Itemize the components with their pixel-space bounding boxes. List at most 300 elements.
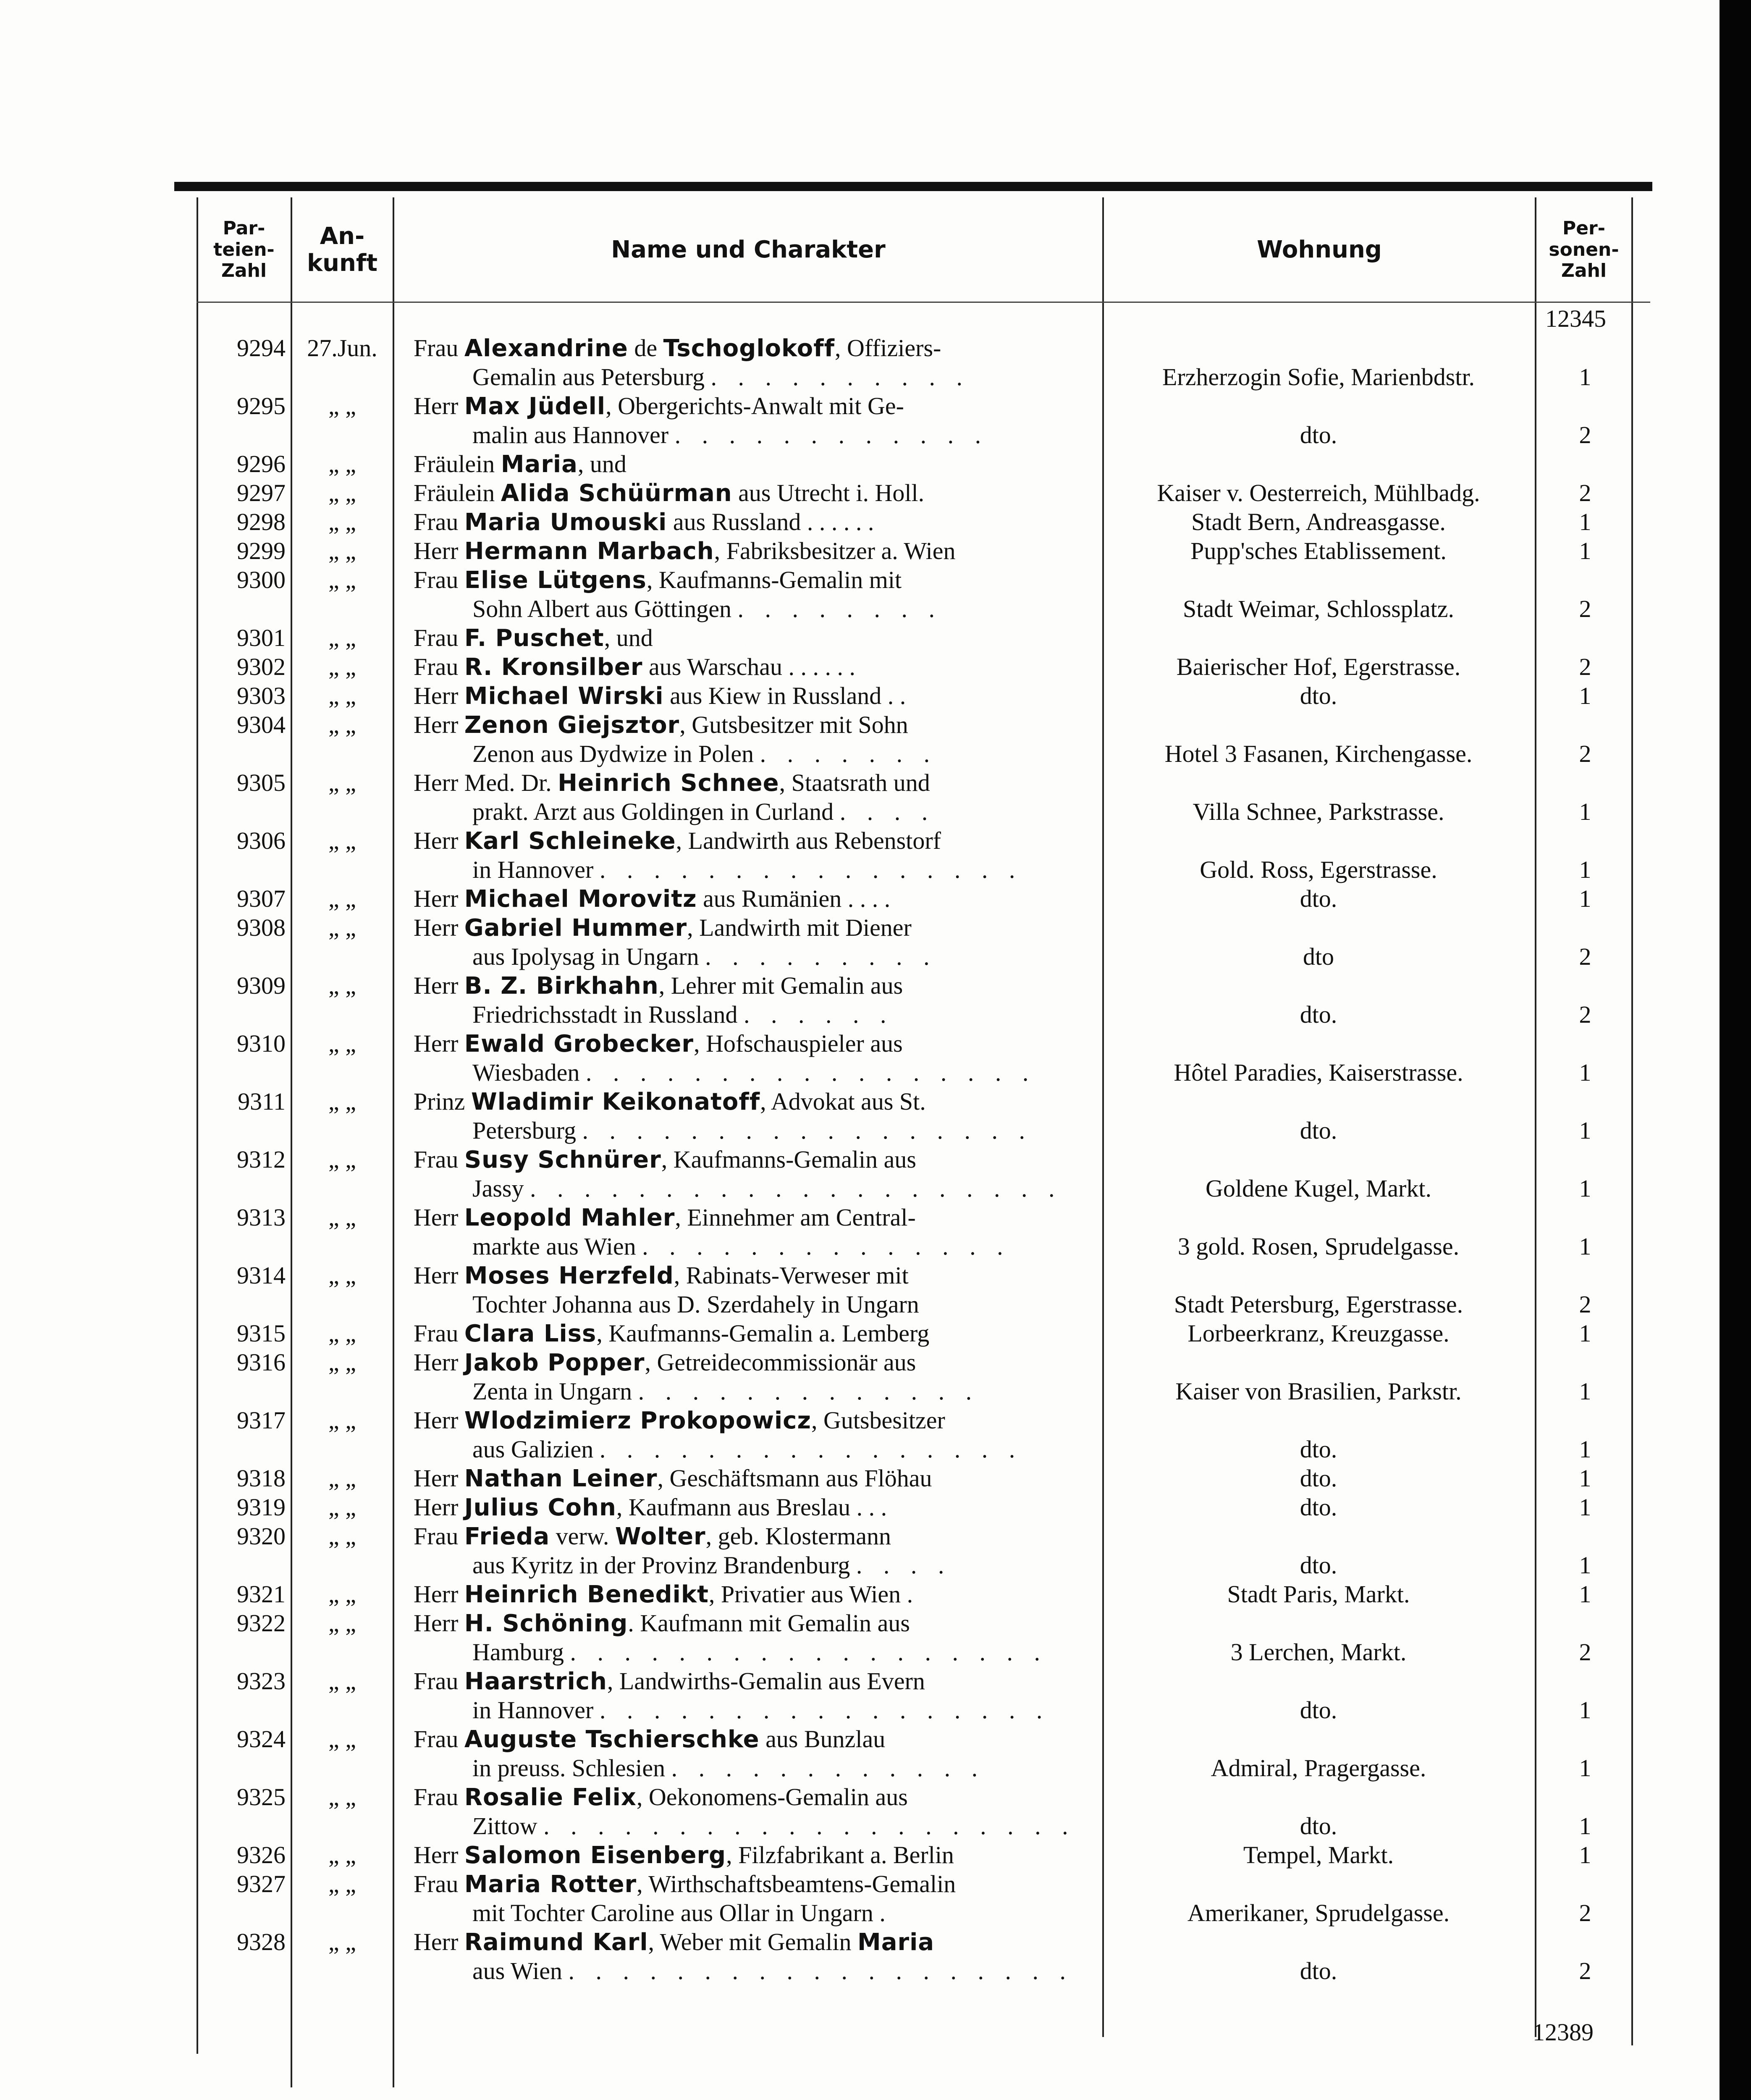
personen-zahl: 2 [1579,653,1591,680]
wohnung: Gold. Ross, Egerstrasse. [1200,856,1437,883]
name-surname: F. Puschet [464,625,604,652]
personen-zahl: 1 [1579,1812,1591,1840]
name-line-1 [414,1580,1094,1608]
name-surname: Julius Cohn [464,1494,616,1521]
name-continuation: in Hannover [472,856,600,883]
personen-zahl: 1 [1579,1465,1591,1492]
wohnung: dto. [1300,1001,1337,1028]
name-prefix: Fräulein [414,479,501,507]
name-prefix: Frau [414,334,464,362]
ankunft: „ „ [328,1928,356,1956]
name-detail-2: , geb. Klostermann [705,1522,891,1550]
personen-zahl: 1 [1579,1841,1591,1869]
personen-zahl: 1 [1579,682,1591,709]
name-line-1 [414,334,1094,362]
name-surname: Gabriel Hummer [464,914,687,942]
partei-nr: 9316 [237,1349,286,1376]
name-line-1 [414,711,1094,739]
name-detail: . Kaufmann mit Gemalin aus [628,1609,910,1637]
name-line-1 [414,392,1094,420]
name-line-2 [472,1696,1094,1724]
wohnung: Tempel, Markt. [1243,1841,1394,1869]
personen-zahl: 2 [1579,595,1591,622]
wohnung: Admiral, Pragergasse. [1211,1754,1426,1782]
name-surname: Karl Schleineke [464,827,676,855]
leader-dots: . . . . . . . . . [705,943,937,970]
name-continuation: in preuss. Schlesien [472,1754,671,1782]
name-continuation: Zittow [472,1812,544,1840]
partei-nr: 9301 [237,624,286,651]
partei-nr: 9297 [237,479,286,507]
ankunft: „ „ [328,1667,356,1695]
wohnung: Stadt Petersburg, Egerstrasse. [1174,1291,1463,1318]
name-surname: Ewald Grobecker [464,1030,694,1058]
name-line-2 [472,1812,1094,1840]
ankunft: „ „ [328,508,356,536]
name-detail: , Lehrer mit Gemalin aus [658,972,903,999]
name-line-1 [414,769,1094,797]
table-row [0,1609,1720,1667]
partei-nr: 9314 [237,1262,286,1289]
name-line-1 [414,479,1094,507]
ankunft: „ „ [328,769,356,796]
name-surname: Maria [501,451,578,478]
personen-zahl: 1 [1579,1378,1591,1405]
ankunft: „ „ [328,1783,356,1811]
name-surname: R. Kronsilber [464,654,643,681]
name-line-2 [472,1551,1094,1579]
ankunft: „ „ [328,450,356,478]
name-continuation: Sohn Albert aus Göttingen [472,595,738,622]
header-personen-l3: Zahl [1561,260,1607,282]
ankunft: „ „ [328,653,356,680]
name-prefix: Frau [414,1146,464,1173]
leader-dots: . . . . . . . . . . . . . . [642,1233,1011,1260]
name-detail: , Oekonomens-Gemalin aus [636,1783,908,1811]
name-line-2 [472,798,1094,826]
name-line-1 [414,653,1094,681]
name-line-2 [472,740,1094,768]
name-prefix: Frau [414,1783,464,1811]
name-line-1 [414,1348,1094,1376]
wohnung: Villa Schnee, Parkstrasse. [1193,798,1444,825]
header-partei-l3: Zahl [221,260,267,282]
name-line-1 [414,1783,1094,1811]
name-detail: , Landwirth aus Rebenstorf [676,827,941,854]
name-line-2 [472,856,1094,884]
personen-zahl: 1 [1579,856,1591,883]
name-line-1 [414,1319,1094,1347]
partei-nr: 9320 [237,1522,286,1550]
personen-zahl: 2 [1579,1957,1591,1984]
name-detail: , und [604,624,653,651]
ankunft: „ „ [328,566,356,593]
wohnung: 3 gold. Rosen, Sprudelgasse. [1177,1233,1460,1260]
name-detail: , Kaufmann aus Breslau . . . [616,1494,887,1521]
table-row [0,827,1720,885]
name-line-1 [414,1087,1094,1116]
partei-nr: 9294 [237,334,286,362]
column-digits: 12345 [1545,305,1606,332]
name-prefix: Frau [414,1667,464,1695]
name-surname: Leopold Mahler [464,1204,675,1231]
name-continuation: malin aus Hannover [472,421,675,449]
table-row [0,1203,1720,1261]
name-surname: Wlodzimierz Prokopowicz [464,1407,811,1434]
name-line-1 [414,1145,1094,1173]
table-row [0,682,1720,711]
partei-nr: 9309 [237,972,286,999]
name-prefix: Herr [414,1928,464,1956]
table-row [0,769,1720,827]
name-continuation: Zenon aus Dydwize in Polen [472,740,760,767]
table-row [0,971,1720,1029]
name-line-2 [472,1000,1094,1029]
name-line-1 [414,1609,1094,1637]
header-personen-l1: Per- [1562,218,1606,239]
name-line-2 [472,1058,1094,1087]
personen-zahl: 1 [1579,1320,1591,1347]
name-line-2 [472,363,1094,391]
name-surname: Clara Liss [464,1320,597,1347]
name-prefix: Frau [414,566,464,593]
wohnung: dto. [1300,885,1337,912]
partei-nr: 9317 [237,1407,286,1434]
partei-nr: 9305 [237,769,286,796]
partei-nr: 9311 [238,1088,286,1115]
page-total: 12389 [1533,2019,1594,2046]
partei-nr: 9299 [237,537,286,564]
ankunft: „ „ [328,1262,356,1289]
name-surname: Michael Morovitz [464,885,697,913]
table-row [0,537,1720,566]
table-row [0,566,1720,624]
partei-nr: 9300 [237,566,286,593]
name-line-1 [414,1493,1094,1521]
partei-nr: 9323 [237,1667,286,1695]
leader-dots: . . . . . . . . . . . . . . . . . [599,1696,1050,1724]
name-prefix: Herr [414,1349,464,1376]
name-surname: Wladimir Keikonatoff [471,1088,760,1116]
personen-zahl: 1 [1579,1580,1591,1608]
header-personen [1537,200,1631,300]
name-continuation: mit Tochter Caroline aus Ollar in Ungarn [472,1899,880,1927]
leader-dots: . . . . . . . . . . . . . . . . . [582,1117,1033,1144]
wohnung: dto. [1300,421,1337,449]
name-continuation: aus Wien [472,1957,569,1984]
personen-zahl: 1 [1579,537,1591,564]
name-prefix: Frau [414,1522,464,1550]
wohnung: dto [1303,943,1334,970]
name-line-1 [414,1406,1094,1434]
name-continuation: aus Kyritz in der Provinz Brandenburg [472,1551,856,1579]
name-surname: Raimund Karl [464,1929,648,1956]
wohnung: Erzherzogin Sofie, Marienbdstr. [1162,363,1475,391]
wohnung: Kaiser v. Oesterreich, Mühlbadg. [1157,479,1480,507]
partei-nr: 9324 [237,1725,286,1753]
name-line-1 [414,1870,1094,1898]
name-line-1 [414,624,1094,652]
name-line-1 [414,1928,1094,1956]
header-ankunft [292,200,392,300]
name-prefix: Frau [414,1725,464,1753]
leader-dots: . . . . . . . . . . . . . . . . . . [570,1638,1048,1666]
name-line-2 [472,942,1094,971]
personen-zahl: 2 [1579,1899,1591,1927]
name-prefix: Herr [414,392,464,420]
name-line-2 [472,1638,1094,1666]
name-detail: , Landwirth mit Diener [687,914,912,941]
name-continuation: Wiesbaden [472,1059,586,1086]
wohnung: Amerikaner, Sprudelgasse. [1187,1899,1450,1927]
name-prefix: Frau [414,508,464,536]
partei-nr: 9307 [237,885,286,912]
ankunft: „ „ [328,479,356,507]
personen-zahl: 2 [1579,479,1591,507]
personen-zahl: 1 [1579,508,1591,536]
personen-zahl: 1 [1579,1436,1591,1463]
name-detail: , Gutsbesitzer mit Sohn [679,711,908,738]
name-prefix: Herr Med. Dr. [414,769,558,796]
name-prefix: Frau [414,653,464,680]
wohnung: dto. [1300,1696,1337,1724]
leader-dots: . . . . . . . . . . [710,363,970,391]
name-detail: aus Bunzlau [759,1725,886,1753]
table-row [0,450,1720,479]
name-detail: , Kaufmanns-Gemalin a. Lemberg [596,1320,930,1347]
partei-nr: 9315 [237,1320,286,1347]
name-prefix: Herr [414,1030,464,1057]
wohnung: dto. [1300,1812,1337,1840]
name-continuation: Friedrichsstadt in Russland [472,1001,744,1028]
scan-border [1720,0,1751,2100]
name-surname: B. Z. Birkhahn [464,972,659,1000]
name-continuation: prakt. Arzt aus Goldingen in Curland [472,798,840,825]
name-detail: , Rabinats-Verweser mit [674,1262,909,1289]
ankunft: „ „ [328,682,356,709]
leader-dots: . . . . . . . . . . . . [671,1754,986,1782]
name-prefix: Prinz [414,1088,471,1115]
name-line-1 [414,885,1094,913]
partei-nr: 9319 [237,1494,286,1521]
name-prefix: Herr [414,1204,464,1231]
table-row [0,624,1720,653]
leader-dots: . . . . . . . . . . . . . . . . . [585,1059,1036,1086]
table-row [0,1348,1720,1406]
wohnung: Goldene Kugel, Markt. [1206,1175,1431,1202]
name-line-1 [414,450,1094,478]
wohnung: dto. [1300,1551,1337,1579]
personen-zahl: 2 [1579,943,1591,970]
name-continuation: Hamburg [472,1638,570,1666]
name-line-1 [414,508,1094,536]
wohnung: dto. [1300,1117,1337,1144]
name-surname: Alexandrine [464,335,628,362]
name-detail: , und [577,450,626,478]
name-surname: Michael Wirski [464,682,664,710]
table-row [0,1841,1720,1870]
name-line-1 [414,537,1094,565]
leader-dots: . . . . . . [744,1001,894,1028]
partei-nr: 9302 [237,653,286,680]
ankunft: „ „ [328,1494,356,1521]
table-row [0,1580,1720,1609]
name-prefix: Herr [414,1465,464,1492]
leader-dots: . . . . . . . . . . . . . . . . [599,1436,1023,1463]
name-surname: Nathan Leiner [464,1465,658,1492]
partei-nr: 9327 [237,1870,286,1898]
name-continuation: Jassy [472,1175,530,1202]
leader-dots: . . . . . . . . . . . . . . . . . . . [568,1957,1074,1984]
name-prefix: Herr [414,537,464,564]
name-line-1 [414,1203,1094,1231]
name-surname: Hermann Marbach [464,538,714,565]
name-continuation: Zenta in Ungarn [472,1378,638,1405]
name-detail: , Einnehmer am Central- [675,1204,916,1231]
name-detail: , Weber mit Gemalin [648,1928,857,1956]
top-rule [174,182,1652,191]
personen-zahl: 1 [1579,1551,1591,1579]
partei-nr: 9298 [237,508,286,536]
ankunft: „ „ [328,914,356,941]
name-line-2 [472,1899,1094,1927]
partei-nr: 9318 [237,1465,286,1492]
partei-nr: 9308 [237,914,286,941]
name-prefix: Frau [414,1870,464,1898]
name-line-1 [414,1725,1094,1753]
partei-nr: 9321 [237,1580,286,1608]
name-prefix: Herr [414,972,464,999]
name-line-1 [414,1841,1094,1869]
wohnung: dto. [1300,1494,1337,1521]
ankunft: „ „ [328,1030,356,1057]
table-row [0,1493,1720,1522]
wohnung: Stadt Bern, Andreasgasse. [1191,508,1446,536]
table-row [0,508,1720,537]
partei-nr: 9313 [237,1204,286,1231]
name-surname: Auguste Tschierschke [464,1726,760,1753]
header-name-text: Name und Charakter [611,236,886,263]
name-prefix: Herr [414,827,464,854]
name-surname: Alida Schüürman [501,480,732,507]
name-surname: Maria Rotter [464,1871,637,1898]
name-line-1 [414,971,1094,1000]
name-surname: H. Schöning [464,1610,628,1637]
ankunft: „ „ [328,392,356,420]
name-line-1 [414,1029,1094,1058]
name-surname: Elise Lütgens [464,567,647,594]
name-line-1 [414,1464,1094,1492]
name-prefix: Herr [414,885,464,912]
ankunft: „ „ [328,885,356,912]
name-detail: , Fabriksbesitzer a. Wien [714,537,956,564]
ankunft: „ „ [328,1870,356,1898]
partei-nr: 9303 [237,682,286,709]
leader-dots: . . . . . . . . . . . . . [638,1378,980,1405]
ankunft: „ „ [328,1522,356,1550]
ankunft: „ „ [328,1088,356,1115]
name-line-2 [472,1232,1094,1260]
wohnung: dto. [1300,1436,1337,1463]
name-surname: Salomon Eisenberg [464,1842,726,1869]
name-line-2 [472,421,1094,449]
name-continuation: in Hannover [472,1696,600,1724]
table-row [0,1029,1720,1087]
leader-dots: . . . . . . . . [737,595,943,622]
name-prefix: Herr [414,1262,464,1289]
name-line-2 [472,1116,1094,1144]
ankunft: 27.Jun. [307,334,377,362]
name-surname: Maria Umouski [464,509,667,536]
name-prefix: Fräulein [414,450,501,478]
name-line-1 [414,1667,1094,1695]
ankunft: „ „ [328,1204,356,1231]
personen-zahl: 1 [1579,1696,1591,1724]
table-row [0,885,1720,914]
header-partei [198,200,290,300]
name-detail: , Gutsbesitzer [811,1407,945,1434]
name-line-1 [414,566,1094,594]
name-detail: , Filzfabrikant a. Berlin [726,1841,954,1869]
name-surname: Heinrich Schnee [558,769,779,797]
table-row [0,1928,1720,1986]
wohnung: Stadt Weimar, Schlossplatz. [1183,595,1454,622]
name-detail: , Obergerichts-Anwalt mit Ge- [606,392,904,420]
wohnung: Pupp'sches Etablissement. [1190,537,1447,564]
header-partei-l2: teien- [213,239,275,260]
name-continuation: Tochter Johanna aus D. Szerdahely in Ungarn [472,1291,919,1318]
partei-nr: 9326 [237,1841,286,1869]
name-detail: , Staatsrath und [779,769,930,796]
partei-nr: 9325 [237,1783,286,1811]
name-line-1 [414,682,1094,710]
ankunft: „ „ [328,1465,356,1492]
name-surname: Moses Herzfeld [464,1262,674,1289]
name-surname: Susy Schnürer [464,1146,661,1173]
table-row [0,1464,1720,1493]
name-continuation: aus Ipolysag in Ungarn [472,943,705,970]
wohnung: Kaiser von Brasilien, Parkstr. [1175,1378,1462,1405]
partei-nr: 9304 [237,711,286,738]
ankunft: „ „ [328,972,356,999]
wohnung: Baierischer Hof, Egerstrasse. [1176,653,1461,680]
table-row [0,1406,1720,1464]
name-detail: , Kaufmanns-Gemalin aus [661,1146,916,1173]
name-surname-2: Wolter [615,1523,706,1550]
leader-dots: . . . . . . . . . . . . [674,421,989,449]
partei-nr: 9322 [237,1609,286,1637]
leader-dots: . . . . . . . . . . . . . . . . [599,856,1023,883]
wohnung: Lorbeerkranz, Kreuzgasse. [1187,1320,1450,1347]
name-surname: Rosalie Felix [464,1784,637,1811]
name-detail: aus Russland . . . . . . [667,508,874,536]
name-detail: , Geschäftsmann aus Flöhau [657,1465,932,1492]
personen-zahl: 1 [1579,363,1591,391]
ankunft: „ „ [328,711,356,738]
table-row [0,1145,1720,1203]
table-row [0,392,1720,450]
table-row [0,1087,1720,1145]
name-surname: Haarstrich [464,1668,607,1695]
table-row [0,711,1720,769]
name-prefix: Herr [414,1609,464,1637]
leader-dots: . . . . . . . . . . . . . . . . . . . . [529,1175,1062,1202]
name-detail: , Wirthschaftsbeamtens-Gemalin [637,1870,956,1898]
name-prefix: Herr [414,711,464,738]
personen-zahl: 1 [1579,1117,1591,1144]
header-wohnung-text: Wohnung [1257,236,1382,263]
personen-zahl: 1 [1579,1175,1591,1202]
